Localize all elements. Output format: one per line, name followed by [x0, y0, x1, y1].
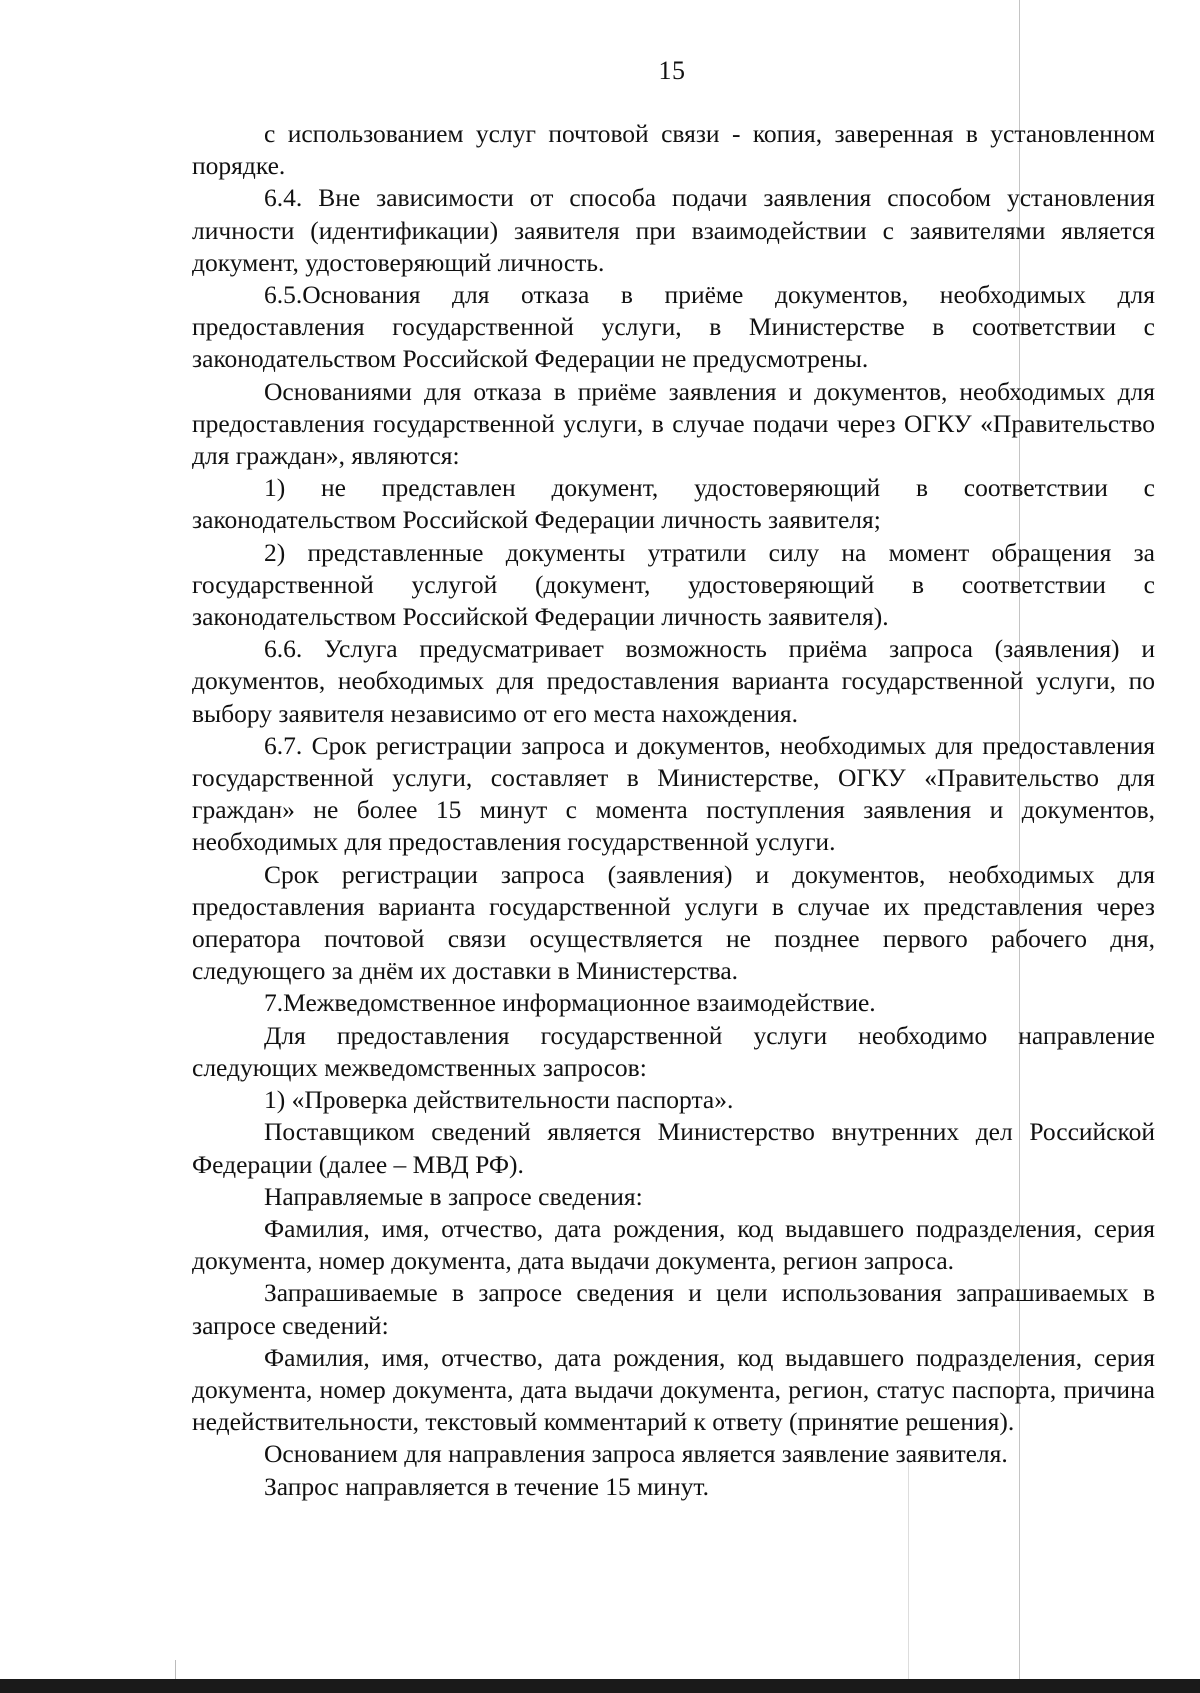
paragraph-list-item-2: 2) представленные документы утратили силу на момент обращения за государственной услугой (документ, удостоверяющий в соответствии с законодательством Российской Федерации личность заявителя). — [192, 537, 1155, 632]
paragraph-requested-data-fields: Фамилия, имя, отчество, дата рождения, код выдавшего подразделения, серия документа, номер документа, дата выдачи документа, регион, статус паспорта, причина недействительности, текстовый комментарий к ответу (принятие решения). — [192, 1342, 1155, 1437]
paragraph-registration-term: Срок регистрации запроса (заявления) и документов, необходимых для предоставления варианта государственной услуги в случае их представления через оператора почтовой связи осуществляется не позднее первого рабочего дня, следующего за днём их доставки в Министерства. — [192, 859, 1155, 986]
scan-artifact-line — [908, 1450, 909, 1693]
paragraph-section-7-heading: 7.Межведомственное информационное взаимодействие. — [264, 988, 876, 1018]
scan-bottom-edge — [0, 1679, 1200, 1693]
paragraph-6-6: 6.6. Услуга предусматривает возможность приёма запроса (заявления) и документов, необходимых для предоставления варианта государственной услуги, по выбору заявителя независимо от его места нахождения. — [192, 634, 1155, 728]
paragraph-sent-data-fields: Фамилия, имя, отчество, дата рождения, код выдавшего подразделения, серия документа, номер документа, дата выдачи документа, регион запроса. — [192, 1213, 1155, 1276]
paragraph-refusal-grounds: Основаниями для отказа в приёме заявления и документов, необходимых для предоставления государственной услуги, в случае подачи через ОГКУ «Правительство для граждан», являются: — [192, 376, 1155, 471]
scan-artifact-line — [1019, 0, 1020, 1693]
paragraph-requested-data-heading: Запрашиваемые в запросе сведения и цели использования запрашиваемых в запросе сведений: — [192, 1278, 1155, 1340]
paragraph-postal-copy: с использованием услуг почтовой связи - копия, заверенная в установленном порядке. — [192, 119, 1155, 181]
paragraph-6-4: 6.4. Вне зависимости от способа подачи заявления способом установления личности (идентификации) заявителя при взаимодействии с заявителями является документ, удостоверяющий личность. — [192, 183, 1155, 277]
paragraph-6-7: 6.7. Срок регистрации запроса и документов, необходимых для предоставления государственной услуги, составляет в Министерстве, ОГКУ «Правительство для граждан» не более 15 минут с момента поступления заявления и документов, необходимых для предоставления государственной услуги. — [192, 730, 1155, 857]
paragraph-request-timing: Запрос направляется в течение 15 минут. — [264, 1471, 709, 1501]
page-number: 15 — [658, 56, 686, 85]
paragraph-interagency-requests: Для предоставления государственной услуги необходимо направление следующих межведомственных запросов: — [192, 1020, 1155, 1082]
paragraph-list-item-1: 1) не представлен документ, удостоверяющий в соответствии с законодательством Российской Федерации личность заявителя; — [192, 473, 1155, 535]
paragraph-passport-check: 1) «Проверка действительности паспорта». — [264, 1085, 734, 1115]
paragraph-data-supplier: Поставщиком сведений является Министерство внутренних дел Российской Федерации (далее – МВД РФ). — [192, 1117, 1155, 1179]
scan-artifact-line — [175, 1660, 176, 1680]
paragraph-sent-data-heading: Направляемые в запросе сведения: — [264, 1181, 643, 1211]
paragraph-request-basis: Основанием для направления запроса является заявление заявителя. — [264, 1439, 1008, 1469]
paragraph-6-5: 6.5.Основания для отказа в приёме документов, необходимых для предоставления государственной услуги, в Министерстве в соответствии с законодательством Российской Федерации не предусмотрены. — [192, 280, 1155, 374]
document-body — [192, 118, 1155, 1503]
